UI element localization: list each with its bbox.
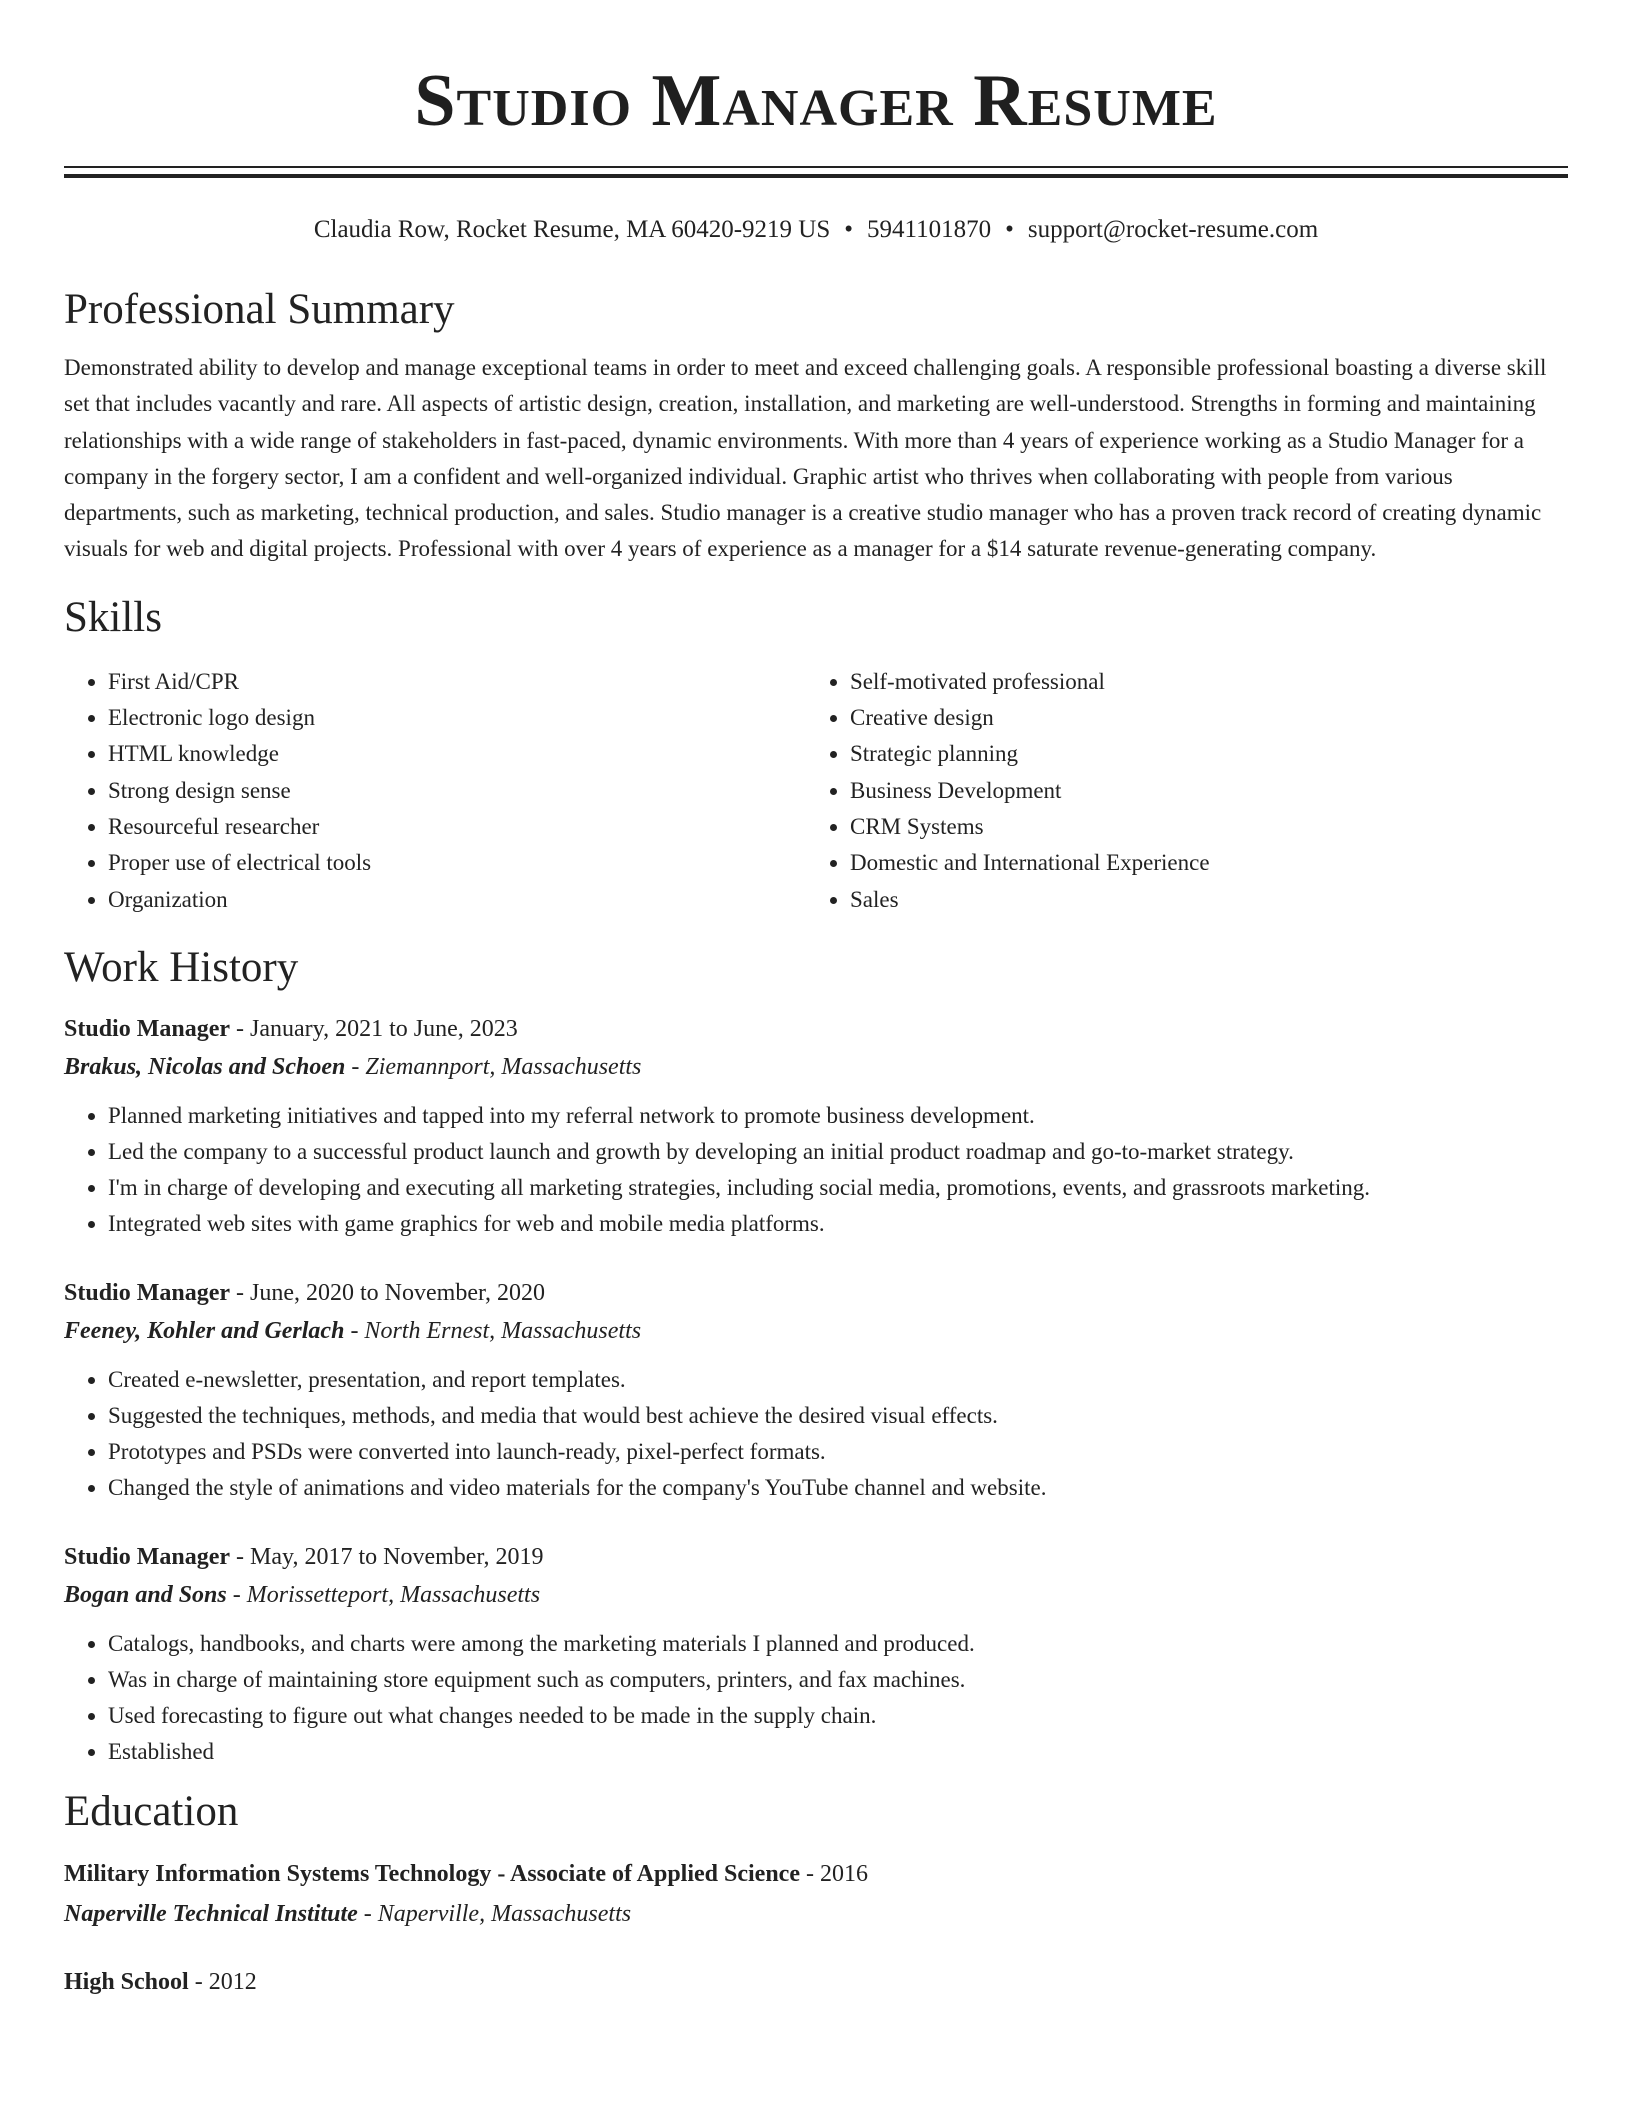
skill-item: • Proper use of electrical tools: [108, 845, 806, 881]
job-bullets: [64, 1098, 1568, 1242]
contact-address: Claudia Row, Rocket Resume, MA 60420-9219 US: [313, 216, 831, 243]
skill-item: • Strategic planning: [850, 736, 1548, 772]
skill-item: • Organization: [108, 882, 806, 918]
skill-item: • Resourceful researcher: [108, 809, 806, 845]
job-bullet: • Integrated web sites with game graphics for web and mobile media platforms.: [108, 1206, 1568, 1242]
education-entry: [64, 1962, 1568, 2002]
job-entry: [64, 1010, 1568, 1242]
job-bullet: • Was in charge of maintaining store equipment such as computers, printers, and fax machines.: [108, 1662, 1568, 1698]
contact-email: support@rocket-resume.com: [1027, 216, 1319, 243]
job-bullet: • Created e-newsletter, presentation, and report templates.: [108, 1362, 1568, 1398]
job-bullet: • Changed the style of animations and video materials for the company's YouTube channel and website.: [108, 1470, 1568, 1506]
resume-title: Studio Manager Resume: [414, 60, 1218, 142]
job-title-line: [64, 1010, 1568, 1048]
company-name: Feeney, Kohler and Gerlach: [64, 1317, 345, 1344]
skill-item: • First Aid/CPR: [108, 664, 806, 700]
skill-item: • Self-motivated professional: [850, 664, 1548, 700]
skills-column-left: [64, 664, 806, 918]
job-title: Studio Manager: [64, 1543, 231, 1570]
job-bullet: • I'm in charge of developing and executing all marketing strategies, including social media, promotions, events, and grassroots marketing.: [108, 1170, 1568, 1206]
job-entry: [64, 1274, 1568, 1506]
job-bullet: • Prototypes and PSDs were converted into launch-ready, pixel-perfect formats.: [108, 1434, 1568, 1470]
skill-item: • Business Development: [850, 773, 1548, 809]
job-title: Studio Manager: [64, 1279, 231, 1306]
skills-column-right: [806, 664, 1548, 918]
job-bullets: [64, 1626, 1568, 1770]
company-name: Bogan and Sons: [64, 1581, 227, 1608]
job-bullet: • Led the company to a successful product launch and growth by developing an initial product roadmap and go-to-market strategy.: [108, 1134, 1568, 1170]
education-entry: [64, 1854, 1568, 1934]
skills-heading: Skills: [64, 593, 162, 641]
title-divider-thick: [64, 174, 1568, 178]
company-line: [64, 1312, 1568, 1350]
skill-item: • Strong design sense: [108, 773, 806, 809]
degree-name: Military Information Systems Technology - Associate of Applied Science: [64, 1860, 800, 1887]
degree-name: High School: [64, 1968, 189, 1995]
job-bullet: • Established: [108, 1734, 1568, 1770]
skill-item: • CRM Systems: [850, 809, 1548, 845]
job-dates: - June, 2020 to November, 2020: [230, 1279, 546, 1306]
company-line: [64, 1048, 1568, 1086]
company-location: - Ziemannport, Massachusetts: [345, 1053, 642, 1080]
degree-year: - 2016: [799, 1860, 868, 1887]
job-dates: - January, 2021 to June, 2023: [230, 1015, 518, 1042]
skill-item: • Electronic logo design: [108, 700, 806, 736]
skill-item: • Creative design: [850, 700, 1548, 736]
company-line: [64, 1576, 1568, 1614]
school-name: Naperville Technical Institute: [64, 1900, 358, 1927]
degree-line: [64, 1854, 1568, 1894]
school-line: [64, 1894, 1568, 1934]
job-bullets: [64, 1362, 1568, 1506]
company-location: - North Ernest, Massachusetts: [344, 1317, 642, 1344]
contact-line: [64, 214, 1568, 246]
job-bullet: • Used forecasting to figure out what changes needed to be made in the supply chain.: [108, 1698, 1568, 1734]
work-history-heading: Work History: [64, 943, 299, 991]
degree-line: [64, 1962, 1568, 2002]
skill-item: • Sales: [850, 882, 1548, 918]
job-spacer: [64, 1506, 1568, 1538]
contact-separator: •: [1005, 216, 1014, 243]
summary-heading: Professional Summary: [64, 286, 455, 333]
contact-separator: •: [844, 216, 854, 243]
job-title-line: [64, 1538, 1568, 1576]
job-bullet: • Suggested the techniques, methods, and media that would best achieve the desired visual effects.: [108, 1398, 1568, 1434]
school-location: - Naperville, Massachusetts: [357, 1900, 632, 1927]
skill-item: • HTML knowledge: [108, 736, 806, 772]
summary-text: Demonstrated ability to develop and manage exceptional teams in order to meet and exceed challenging goals. A responsible professional boasting a diverse skill set that includes vacantly and rare. All aspects of artistic design, creation, installation, and marketing are well-understood. Strengths in forming and maintaining relationships with a wide range of stakeholders in fast-paced, dynamic environments. With more than 4 years of experience working as a Studio Manager for a company in the forgery sector, I am a confident and well-organized individual. Graphic artist who thrives when collaborating with people from various departments, such as marketing, technical production, and sales. Studio manager is a creative studio manager who has a proven track record of creating dynamic visuals for web and digital projects. Professional with over 4 years of experience as a manager for a $14 saturate revenue-generating company.: [64, 355, 1547, 562]
skills-list: [64, 664, 1568, 918]
job-bullet: • Planned marketing initiatives and tapped into my referral network to promote business development.: [108, 1098, 1568, 1134]
company-name: Brakus, Nicolas and Schoen: [64, 1053, 346, 1080]
company-location: - Morissetteport, Massachusetts: [226, 1581, 541, 1608]
job-spacer: [64, 1242, 1568, 1274]
job-bullet: • Catalogs, handbooks, and charts were among the marketing materials I planned and produced.: [108, 1626, 1568, 1662]
skill-item: • Domestic and International Experience: [850, 845, 1548, 881]
education-heading: Education: [64, 1787, 239, 1835]
contact-phone: 5941101870: [867, 216, 992, 243]
job-dates: - May, 2017 to November, 2019: [230, 1543, 544, 1570]
job-title-line: [64, 1274, 1568, 1312]
job-entry: [64, 1538, 1568, 1770]
job-title: Studio Manager: [64, 1015, 231, 1042]
title-divider-thin: [64, 166, 1568, 168]
degree-year: - 2012: [188, 1968, 257, 1995]
